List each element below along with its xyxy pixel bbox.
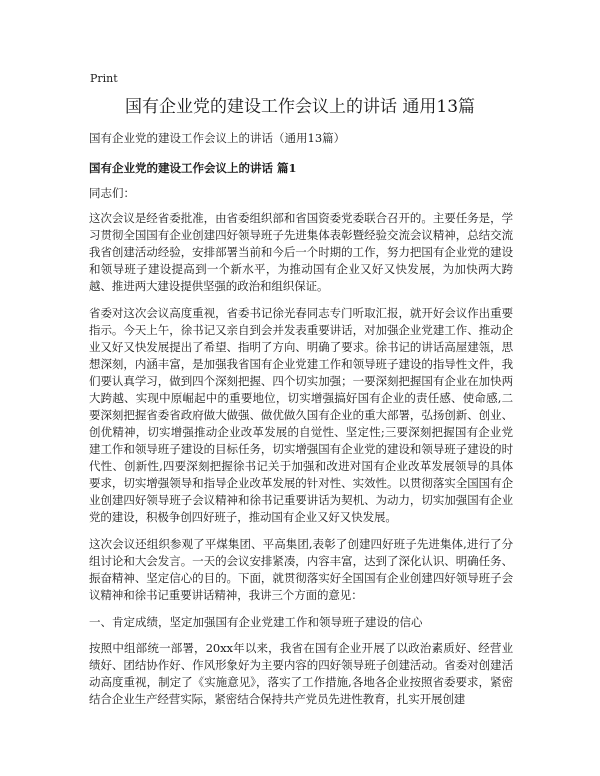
print-link[interactable]: Print	[90, 72, 118, 85]
section-heading: 一、肯定成绩，坚定加强国有企业党建工作和领导班子建设的信心	[89, 615, 423, 629]
paragraph: 按照中组部统一部署，20xx年以来，我省在国有企业开展了以政治素质好、经营业绩好、团结协作好、作风形象好为主要内容的四好领导班子创建活动。省委对创建活动高度重视，制定了《实施意见》，落实了工作措施,各地各企业按照省委要求，紧密结合企业生产经营实际，紧密结合保持共产党员先进性教育，扎实开展创建	[89, 641, 513, 706]
document-subtitle: 国有企业党的建设工作会议上的讲话（通用13篇）	[89, 131, 346, 145]
section-title: 国有企业党的建设工作会议上的讲话 篇1	[89, 161, 297, 175]
document-body	[89, 130, 513, 718]
paragraph: 省委对这次会议高度重视，省委书记徐光春同志专门听取汇报，就开好会议作出重要指示。今天上午，徐书记又亲自到会并发表重要讲话，对加强企业党建工作、推动企业又好又快发展提出了希望、指明了方向、明确了要求。徐书记的讲话高屋建瓴，思想深刻，内涵丰富，是加强我省国有企业党建工作和领导班子建设的指导性文件，我们要认真学习，做到四个深刻把握、四个切实加强；一要深刻把握国有企业在加快两大跨越、实现中原崛起中的重要地位，切实增强搞好国有企业的责任感、使命感,二要深刻把握省委省政府做大做强、做优做久国有企业的重大部署，弘扬创新、创业、创优精神，切实增强推动企业改革发展的自觉性、坚定性;三要深刻把握国有企业党建工作和领导班子建设的目标任务，切实增强国有企业党的建设和领导班子建设的时代性、创新性,四要深刻把握徐书记关于加强和改进对国有企业改革发展领导的具体要求，切实增强领导和指导企业改革发展的针对性、实效性。以贯彻落实全国国有企业创建四好领导班子会议精神和徐书记重要讲话为契机、为动力，切实加强国有企业党的建设，积极争创四好班子，推动国有企业又好又快发展。	[89, 306, 513, 524]
document-title: 国有企业党的建设工作会议上的讲话 通用13篇	[124, 97, 476, 117]
paragraph: 这次会议还组织参观了平煤集团、平高集团,表彰了创建四好班子先进集体,进行了分组讨论和大会发言。一天的会议安排紧凑，内容丰富，达到了深化认识、明确任务、振奋精神、坚定信心的目的。下面，就贯彻落实好全国国有企业创建四好领导班子会议精神和徐书记重要讲话精神，我讲三个方面的意见：	[89, 537, 513, 602]
salutation: 同志们：	[89, 186, 135, 200]
paragraph: 这次会议是经省委批准，由省委组织部和省国资委党委联合召开的。主要任务是，学习贯彻全国国有企业创建四好领导班子先进集体表彰暨经验交流会议精神，总结交流我省创建活动经验，安排部署当前和今后一个时期的工作，努力把国有企业党的建设和领导班子建设提高到一个新水平，为推动国有企业又好又快发展，为加快两大跨越、推进两大建设提供坚强的政治和组织保证。	[89, 211, 513, 293]
